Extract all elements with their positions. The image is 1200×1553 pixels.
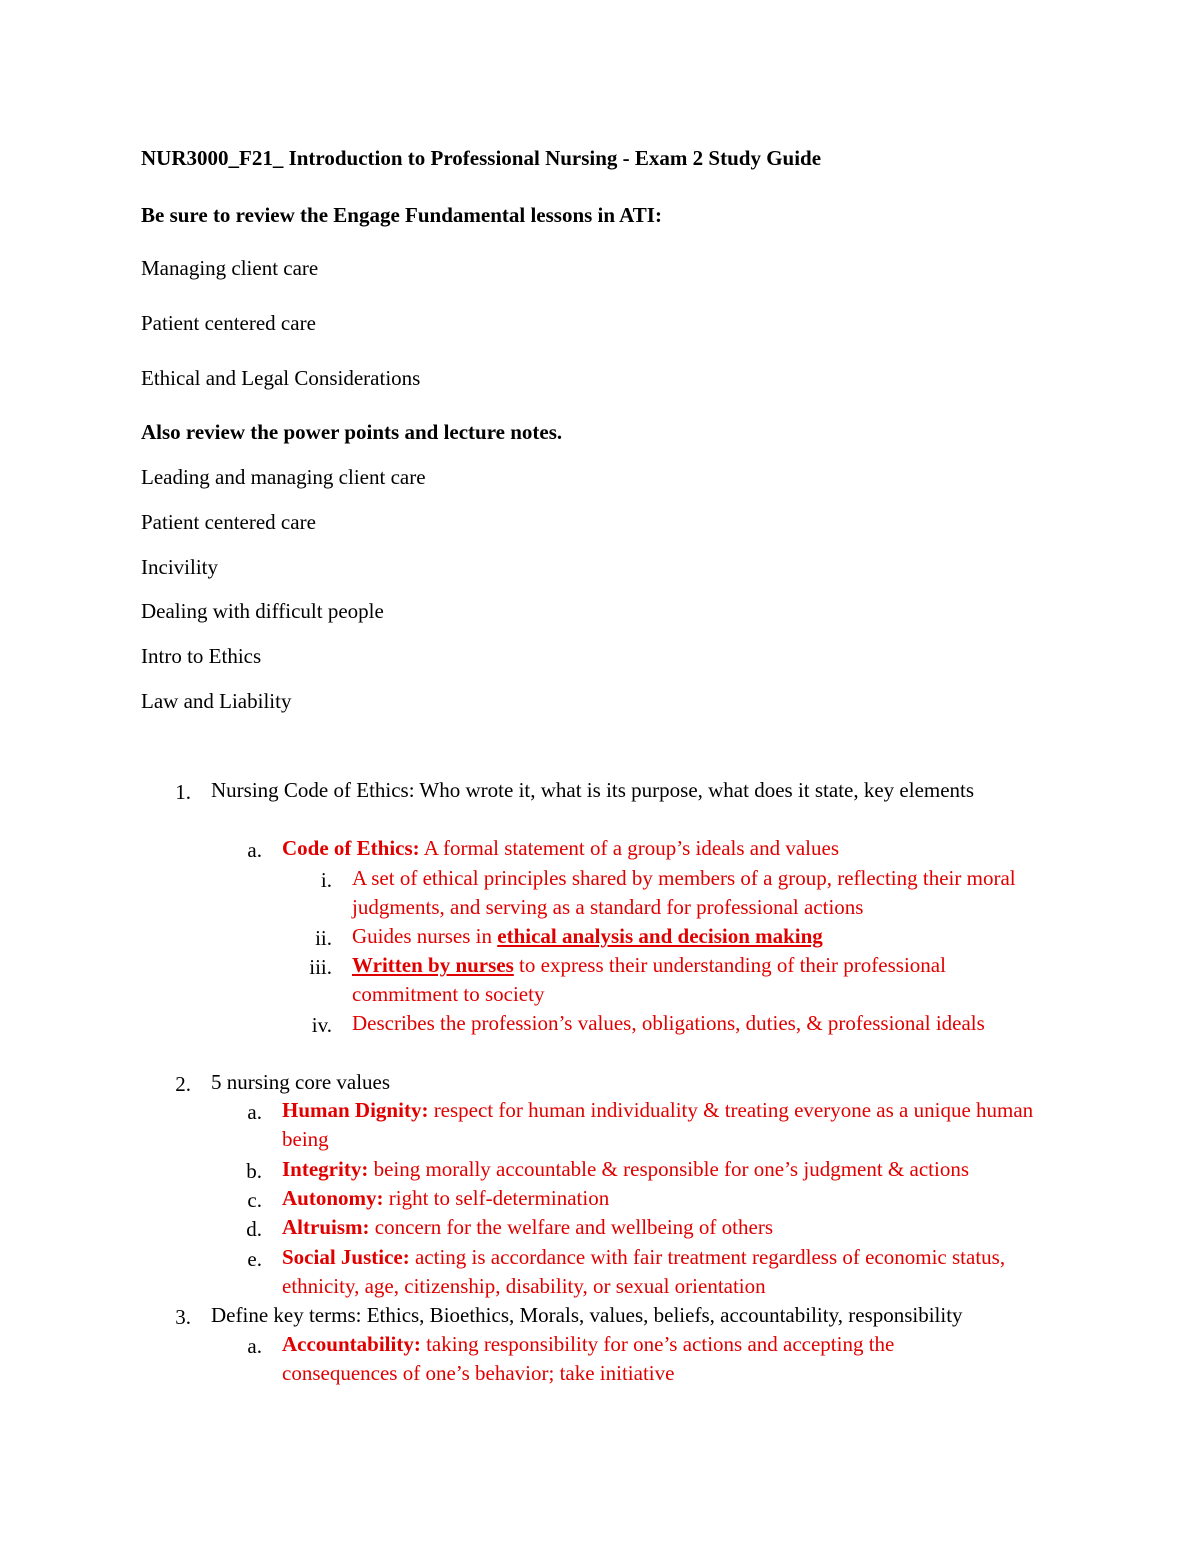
definition-item bbox=[282, 1213, 1072, 1242]
definition-item bbox=[282, 1330, 982, 1389]
definition-item bbox=[282, 1243, 1072, 1302]
review-item: Patient centered care bbox=[141, 510, 316, 534]
list-marker: iv. bbox=[311, 1013, 332, 1037]
definition-term: Code of Ethics: bbox=[282, 836, 420, 860]
emphasis-text: Written by nurses bbox=[352, 953, 514, 977]
list-marker: a. bbox=[247, 1334, 262, 1358]
list-marker: ii. bbox=[315, 926, 332, 950]
definition-item bbox=[282, 834, 1072, 863]
definition-text: taking responsibility for one’s actions and accepting the consequences of one’s behavior; take initiative bbox=[282, 1332, 895, 1386]
definition-term: Integrity: bbox=[282, 1157, 369, 1181]
definition-subitem: Describes the profession’s values, obligations, duties, & professional ideals bbox=[352, 1011, 985, 1035]
definition-text: concern for the welfare and wellbeing of others bbox=[369, 1215, 773, 1239]
definition-text: being morally accountable & responsible for one’s judgment & actions bbox=[368, 1157, 969, 1181]
review-item: Incivility bbox=[141, 555, 218, 579]
definition-text: acting is accordance with fair treatment regardless of economic status, ethnicity, age, citizenship, disability, or sexual orientation bbox=[282, 1245, 1006, 1299]
review-item: Dealing with difficult people bbox=[141, 599, 384, 623]
definition-subitem: A set of ethical principles shared by members of a group, reflecting their moral judgments, and serving as a standard for professional actions bbox=[352, 866, 1016, 920]
list-number: 1. bbox=[175, 780, 191, 804]
list-marker: c. bbox=[247, 1188, 262, 1212]
question-text: Nursing Code of Ethics: Who wrote it, what is its purpose, what does it state, key elements bbox=[211, 778, 975, 802]
definition-text: right to self-determination bbox=[383, 1186, 610, 1210]
definition-item bbox=[282, 1096, 1072, 1155]
definition-term: Autonomy: bbox=[282, 1186, 384, 1210]
question-text: Define key terms: Ethics, Bioethics, Morals, values, beliefs, accountability, responsibility bbox=[211, 1303, 963, 1327]
definition-term: Human Dignity: bbox=[282, 1098, 429, 1122]
definition-item bbox=[282, 1155, 1072, 1184]
list-marker: e. bbox=[247, 1247, 262, 1271]
list-number: 2. bbox=[175, 1072, 191, 1096]
document-title: NUR3000_F21_ Introduction to Professional Nursing - Exam 2 Study Guide bbox=[141, 146, 822, 170]
question-text: 5 nursing core values bbox=[211, 1070, 391, 1094]
subitem-text: Guides nurses in bbox=[352, 924, 498, 948]
engage-item: Managing client care bbox=[141, 256, 319, 280]
definition-text: respect for human individuality & treating everyone as a unique human being bbox=[282, 1098, 1034, 1152]
list-marker: b. bbox=[246, 1159, 262, 1183]
definition-term: Accountability: bbox=[282, 1332, 421, 1356]
definition-subitem bbox=[352, 951, 1052, 1010]
list-marker: iii. bbox=[309, 955, 332, 979]
review-item: Law and Liability bbox=[141, 689, 292, 713]
definition-subitem bbox=[352, 922, 1052, 951]
engage-heading: Be sure to review the Engage Fundamental lessons in ATI: bbox=[141, 203, 662, 227]
list-marker: d. bbox=[246, 1217, 262, 1241]
subitem-text: to express their understanding of their professional commitment to society bbox=[352, 953, 946, 1007]
list-number: 3. bbox=[175, 1305, 191, 1329]
review-item: Leading and managing client care bbox=[141, 465, 426, 489]
list-marker: i. bbox=[320, 868, 332, 892]
list-marker: a. bbox=[247, 838, 262, 862]
engage-item: Ethical and Legal Considerations bbox=[141, 366, 421, 390]
engage-item: Patient centered care bbox=[141, 311, 316, 335]
review-heading: Also review the power points and lecture notes. bbox=[141, 420, 563, 444]
definition-item bbox=[282, 1184, 1072, 1213]
emphasis-text: ethical analysis and decision making bbox=[497, 924, 823, 948]
definition-text: A formal statement of a group’s ideals and values bbox=[419, 836, 839, 860]
list-marker: a. bbox=[247, 1100, 262, 1124]
definition-term: Altruism: bbox=[282, 1215, 370, 1239]
definition-term: Social Justice: bbox=[282, 1245, 410, 1269]
review-item: Intro to Ethics bbox=[141, 644, 262, 668]
